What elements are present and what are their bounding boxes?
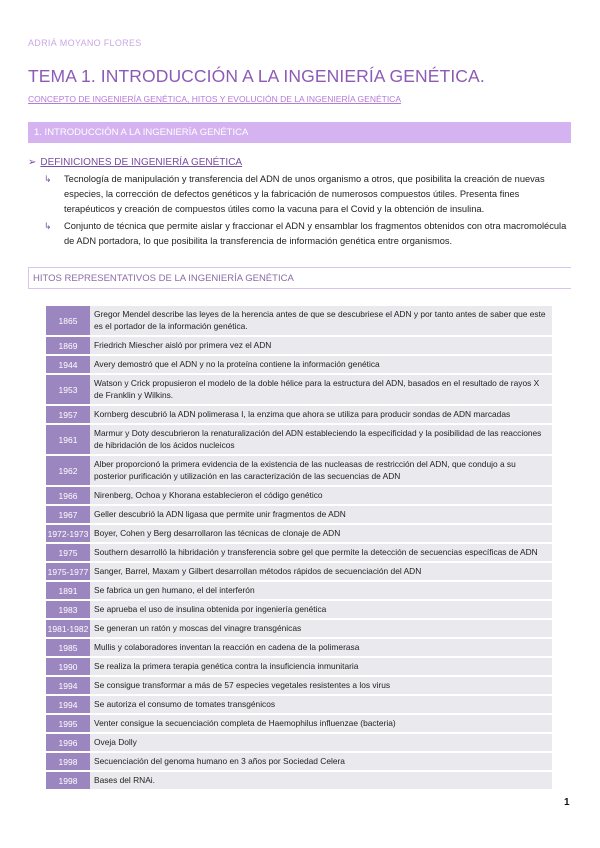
table-row — [46, 582, 552, 599]
definitions-list — [44, 172, 572, 251]
definition-text: Tecnología de manipulación y transferencia del ADN de unos organismo a otros, que posibilita la creación de nuevas especies, la corrección de defectos genéticos y la fabricación de numerosos compuestos útiles. Presenta fines terapéuticos y creación de compuestos útiles como la vacuna para el Covid y la obtención de insulina. — [64, 174, 545, 214]
year-cell: 1961 — [46, 425, 90, 454]
table-row — [46, 620, 552, 637]
table-row — [46, 337, 552, 354]
table-row — [46, 306, 552, 335]
table-row — [46, 456, 552, 485]
definition-text: Conjunto de técnica que permite aislar y fraccionar el ADN y ensamblar los fragmentos obtenidos con otra macromolécula de ADN portadora, lo que posibilita la transferencia de información genética entre organismos. — [64, 221, 567, 246]
event-cell: Nirenberg, Ochoa y Khorana establecieron el código genético — [90, 487, 552, 504]
definition-item — [44, 172, 572, 217]
event-cell: Se consigue transformar a más de 57 especies vegetales resistentes a los virus — [90, 677, 552, 694]
table-row — [46, 506, 552, 523]
event-cell: Alber proporcionó la primera evidencia de la existencia de las nucleasas de restricción del ADN, que condujo a su posterior purificación y utilización en las caracterización de las secuencias de ADN — [90, 456, 552, 485]
year-cell: 1983 — [46, 601, 90, 618]
page-title: TEMA 1. INTRODUCCIÓN A LA INGENIERÍA GENÉTICA. — [28, 66, 485, 86]
event-cell: Bases del RNAi. — [90, 772, 552, 789]
section-title: 1. INTRODUCCIÓN A LA INGENIERÍA GENÉTICA — [34, 127, 249, 138]
event-cell: Se generan un ratón y moscas del vinagre transgénicas — [90, 620, 552, 637]
year-cell: 1957 — [46, 406, 90, 423]
year-cell: 1995 — [46, 715, 90, 732]
year-cell: 1994 — [46, 677, 90, 694]
table-row — [46, 563, 552, 580]
year-cell: 1865 — [46, 306, 90, 335]
event-cell: Southern desarrolló la hibridación y transferencia sobre gel que permite la detección de secuencias específicas de ADN — [90, 544, 552, 561]
year-cell: 1944 — [46, 356, 90, 373]
year-cell: 1985 — [46, 639, 90, 656]
year-cell: 1966 — [46, 487, 90, 504]
table-row — [46, 375, 552, 404]
table-row — [46, 734, 552, 751]
table-row — [46, 356, 552, 373]
event-cell: Watson y Crick propusieron el modelo de la doble hélice para la estructura del ADN, basados en el resultado de rayos X de Franklin y Wilkins. — [90, 375, 552, 404]
year-cell: 1975 — [46, 544, 90, 561]
event-cell: Secuenciación del genoma humano en 3 años por Sociedad Celera — [90, 753, 552, 770]
definition-item — [44, 219, 572, 249]
table-row — [46, 772, 552, 789]
event-cell: Geller descubrió la ADN ligasa que permite unir fragmentos de ADN — [90, 506, 552, 523]
table-row — [46, 696, 552, 713]
event-cell: Se aprueba el uso de insulina obtenida por ingeniería genética — [90, 601, 552, 618]
year-cell: 1869 — [46, 337, 90, 354]
arrow-bullet-icon: ➢ — [28, 157, 37, 168]
definitions-heading — [28, 157, 242, 168]
hitos-heading-text: HITOS REPRESENTATIVOS DE LA INGENIERÍA GENÉTICA — [33, 272, 294, 284]
table-row — [46, 601, 552, 618]
event-cell: Marmur y Doty descubrieron la renaturalización del ADN estableciendo la especificidad y la posibilidad de las reacciones de hibridación de los ácidos nucleicos — [90, 425, 552, 454]
table-row — [46, 715, 552, 732]
table-row — [46, 753, 552, 770]
year-cell: 1891 — [46, 582, 90, 599]
event-cell: Friedrich Miescher aisló por primera vez el ADN — [90, 337, 552, 354]
page-subtitle: CONCEPTO DE INGENIERÍA GENÉTICA, HITOS Y EVOLUCIÓN DE LA INGENIERÍA GENÉTICA — [28, 94, 401, 104]
year-cell: 1981-1982 — [46, 620, 90, 637]
event-cell: Avery demostró que el ADN y no la proteína contiene la información genética — [90, 356, 552, 373]
table-row — [46, 544, 552, 561]
year-cell: 1994 — [46, 696, 90, 713]
year-cell: 1972-1973 — [46, 525, 90, 542]
definitions-heading-text: DEFINICIONES DE INGENIERÍA GENÉTICA — [40, 157, 243, 168]
table-row — [46, 406, 552, 423]
event-cell: Sanger, Barrel, Maxam y Gilbert desarrollan métodos rápidos de secuenciación del ADN — [90, 563, 552, 580]
table-row — [46, 525, 552, 542]
table-row — [46, 677, 552, 694]
event-cell: Kornberg descubrió la ADN polimerasa I, la enzima que ahora se utiliza para producir sondas de ADN marcadas — [90, 406, 552, 423]
author-name: ADRIÁ MOYANO FLORES — [28, 38, 142, 48]
event-cell: Mullis y colaboradores inventan la reacción en cadena de la polimerasa — [90, 639, 552, 656]
table-row — [46, 425, 552, 454]
year-cell: 1975-1977 — [46, 563, 90, 580]
event-cell: Boyer, Cohen y Berg desarrollaron las técnicas de clonaje de ADN — [90, 525, 552, 542]
year-cell: 1962 — [46, 456, 90, 485]
table-row — [46, 639, 552, 656]
year-cell: 1996 — [46, 734, 90, 751]
page-number: 1 — [564, 797, 570, 808]
section-header — [28, 122, 571, 143]
event-cell: Se autoriza el consumo de tomates transgénicos — [90, 696, 552, 713]
hitos-heading — [28, 267, 571, 289]
sub-arrow-icon: ↳ — [44, 221, 52, 231]
sub-arrow-icon: ↳ — [44, 174, 52, 184]
table-row — [46, 487, 552, 504]
year-cell: 1953 — [46, 375, 90, 404]
hitos-table — [46, 304, 552, 791]
event-cell: Se realiza la primera terapia genética contra la insuficiencia inmunitaria — [90, 658, 552, 675]
year-cell: 1998 — [46, 753, 90, 770]
event-cell: Gregor Mendel describe las leyes de la herencia antes de que se descubriese el ADN y por tanto antes de saber que este es el portador de la información genética. — [90, 306, 552, 335]
year-cell: 1990 — [46, 658, 90, 675]
table-row — [46, 658, 552, 675]
event-cell: Se fabrica un gen humano, el del interferón — [90, 582, 552, 599]
year-cell: 1967 — [46, 506, 90, 523]
event-cell: Oveja Dolly — [90, 734, 552, 751]
event-cell: Venter consigue la secuenciación completa de Haemophilus influenzae (bacteria) — [90, 715, 552, 732]
year-cell: 1998 — [46, 772, 90, 789]
